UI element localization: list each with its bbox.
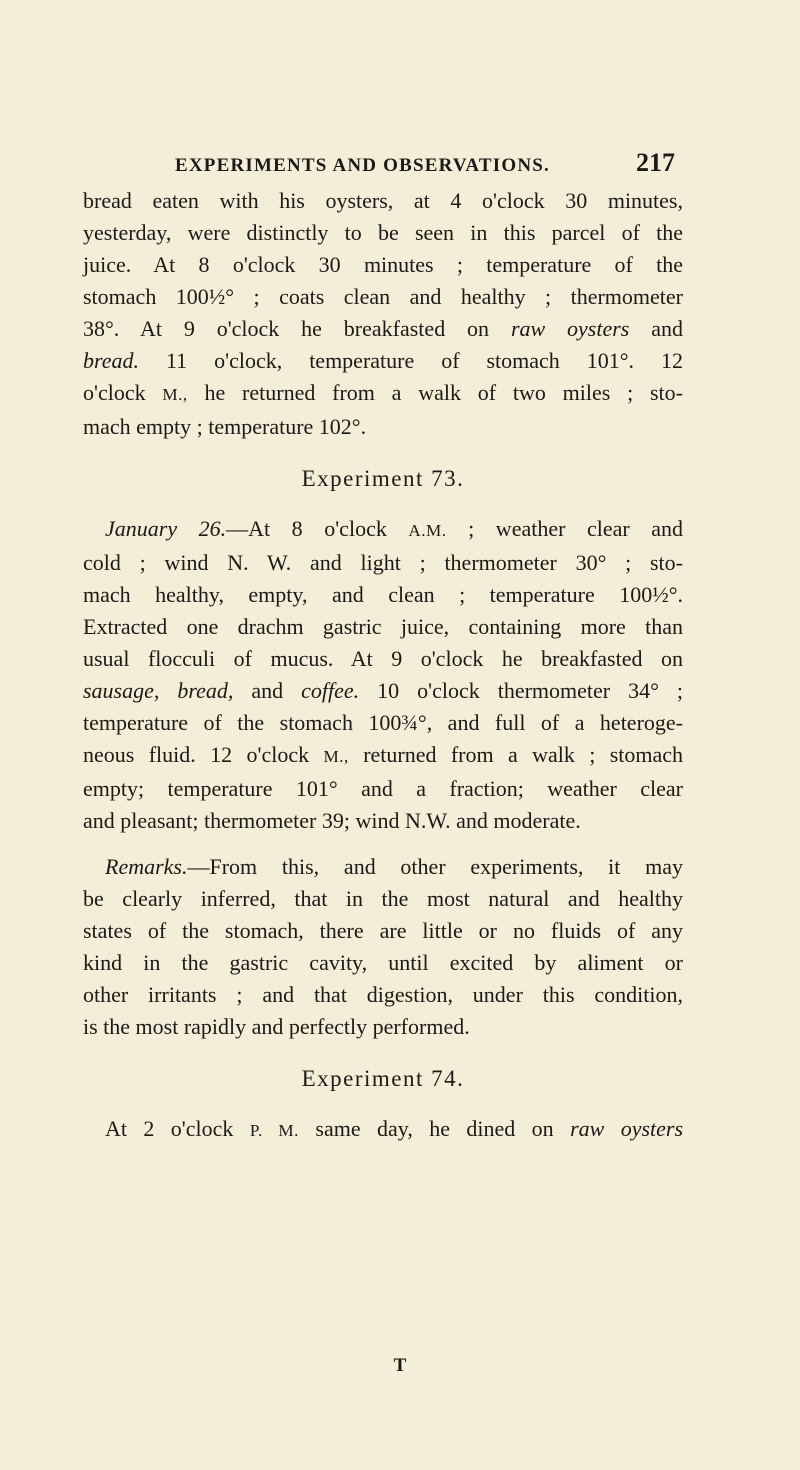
- running-head: [175, 148, 675, 178]
- text-line: temperature of the stomach 100¾°, and full of a heteroge-: [83, 710, 683, 735]
- text-line: and pleasant; thermometer 39; wind N.W. and moderate.: [83, 808, 581, 833]
- text-line: sausage, bread, and coffee. 10 o'clock thermometer 34° ;: [83, 678, 683, 703]
- text-line: cold ; wind N. W. and light ; thermometer 30° ; sto-: [83, 550, 683, 575]
- text-line: o'clock M., he returned from a walk of two miles ; sto-: [83, 380, 683, 405]
- text-line: 38°. At 9 o'clock he breakfasted on raw oysters and: [83, 316, 684, 341]
- experiment-74-heading: Experiment 74.: [301, 1066, 465, 1091]
- text-line: At 2 o'clock P. M. same day, he dined on raw oysters: [105, 1116, 684, 1141]
- text-line: empty; temperature 101° and a fraction; weather clear: [83, 776, 683, 801]
- page-number: 217: [636, 148, 675, 177]
- text-line: Remarks.—From this, and other experiments, it may: [105, 854, 683, 879]
- text-line: mach empty ; temperature 102°.: [83, 414, 367, 439]
- text-line: bread. 11 o'clock, temperature of stomach 101°. 12: [83, 348, 684, 373]
- signature-mark: T: [393, 1355, 407, 1376]
- text-line: juice. At 8 o'clock 30 minutes ; temperature of the: [83, 252, 683, 277]
- text-line: be clearly inferred, that in the most natural and healthy: [83, 886, 683, 911]
- text-line: bread eaten with his oysters, at 4 o'clock 30 minutes,: [83, 188, 683, 213]
- text-line: is the most rapidly and perfectly performed.: [83, 1014, 470, 1039]
- running-head-title: EXPERIMENTS AND OBSERVATIONS.: [175, 155, 550, 176]
- text-line: states of the stomach, there are little or no fluids of any: [83, 918, 683, 943]
- text-line: other irritants ; and that digestion, under this condition,: [83, 982, 683, 1007]
- paragraph-gap: [83, 837, 683, 851]
- remarks-label: Remarks.: [105, 854, 188, 879]
- date: January 26.: [105, 516, 227, 541]
- text-line: mach healthy, empty, and clean ; temperature 100½°.: [83, 582, 683, 607]
- text-line: kind in the gastric cavity, until excited by aliment or: [83, 950, 683, 975]
- text-line: yesterday, were distinctly to be seen in this parcel of the: [83, 220, 683, 245]
- body-text: [83, 185, 683, 1147]
- text-line: neous fluid. 12 o'clock M., returned from a walk ; stomach: [83, 742, 684, 767]
- text-line: January 26.—At 8 o'clock A.M. ; weather clear and: [105, 516, 684, 541]
- text-line: usual flocculi of mucus. At 9 o'clock he breakfasted on: [83, 646, 683, 671]
- emphasis: raw oysters: [510, 316, 630, 341]
- emphasis: bread.: [83, 348, 140, 373]
- text-line: stomach 100½° ; coats clean and healthy ; thermometer: [83, 284, 683, 309]
- text-line: Extracted one drachm gastric juice, containing more than: [83, 614, 683, 639]
- experiment-73-heading: Experiment 73.: [301, 466, 465, 491]
